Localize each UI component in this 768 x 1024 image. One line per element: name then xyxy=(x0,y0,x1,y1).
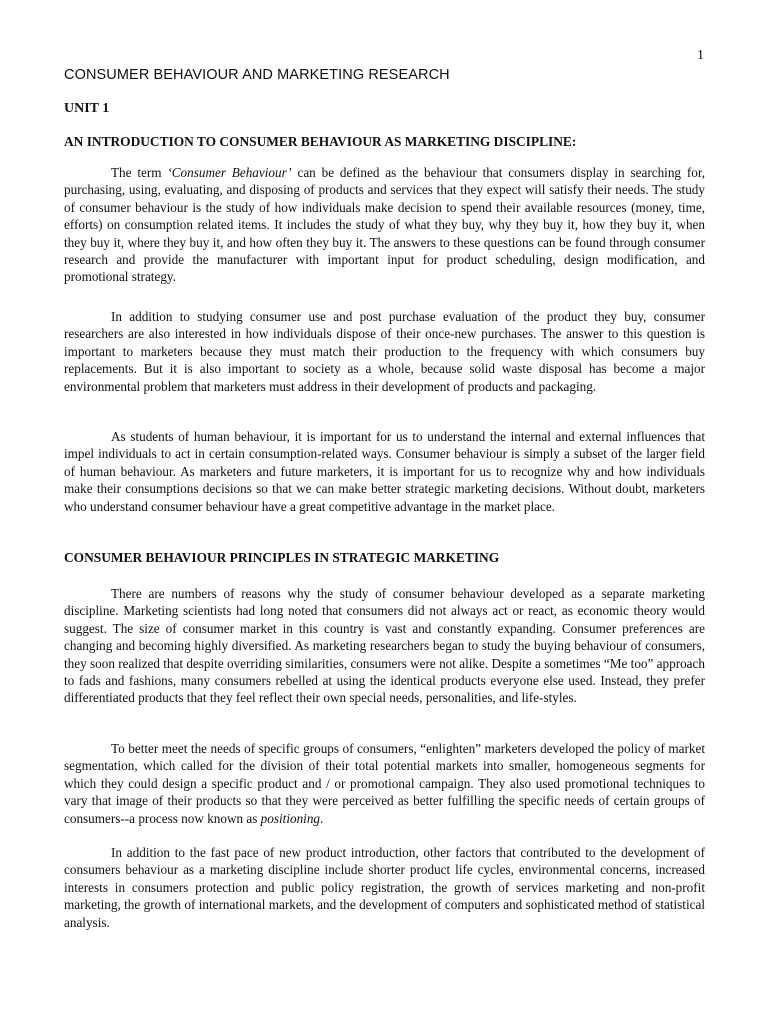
paragraph-6: In addition to the fast pace of new product introduction, other factors that contributed to the development of consumers behaviour as a marketing discipline include shorter product life cycles, environmental concerns, increased interests in consumers protection and public policy registration, the growth of services marketing and non-profit marketing, the growth of international markets, and the development of computers and sophisticated method of statistical analysis. xyxy=(64,845,705,930)
paragraph-1-rest: can be defined as the behaviour that consumers display in searching for, purchasing, using, evaluating, and disposing of products and services that they expect will satisfy their needs. The study of consumer behaviour is the study of how individuals make decision to spend their available resources (money, time, efforts) on consumption related items. It includes the study of what they buy, why they buy it, how they buy it, when they buy it, where they buy it, and how often they buy it. The answers to these questions can be found through consumer research and provide the manufacturer with important input for product scheduling, design modification, and promotional strategy. xyxy=(64,165,705,285)
term-positioning: positioning xyxy=(260,810,321,826)
paragraph-3: As students of human behaviour, it is important for us to understand the internal and external influences that impel individuals to act in certain consumption-related ways. Consumer behaviour is simply a subset of the larger field of human behaviour. As marketers and future marketers, it is important for us to recognize why and how individuals make their consumptions decisions so that we can make better strategic marketing decisions. Without doubt, marketers who understand consumer behaviour have a great competitive advantage in the market place. xyxy=(64,429,705,514)
unit-heading: UNIT 1 xyxy=(64,101,110,116)
section-heading-principles: CONSUMER BEHAVIOUR PRINCIPLES IN STRATEGIC MARKETING xyxy=(64,550,500,565)
paragraph-5 xyxy=(64,740,705,827)
paragraph-4: There are numbers of reasons why the study of consumer behaviour developed as a separate marketing discipline. Marketing scientists had long noted that consumers did not always act or react, as economic theory would suggest. The size of consumer market in this country is vast and constantly expanding. Consumer preferences are changing and becoming highly diversified. As marketing researchers began to study the buying behaviour of consumers, they soon realized that despite overriding similarities, consumers were not alike. Despite a sometimes “Me too” approach to fads and fashions, many consumers rebelled at using the identical products everyone else used. Instead, they prefer differentiated products that they feel reflect their own special needs, personalities, and life-styles. xyxy=(64,586,705,706)
paragraph-5-text: To better meet the needs of specific groups of consumers, “enlighten” marketers developed the policy of market segmentation, which called for the division of their total potential markets into smaller, homogeneous segments for which they could design a specific product and / or promotional campaign. They also used promotional techniques to vary that image of their products so that they were perceived as better fulfilling the specific needs of certain groups of consumers--a process now known as xyxy=(64,741,705,826)
paragraph-5-end: . xyxy=(320,810,324,826)
paragraph-1 xyxy=(64,164,705,286)
page-number: 1 xyxy=(697,48,704,63)
paragraph-2: In addition to studying consumer use and post purchase evaluation of the product they buy, consumer researchers are also interested in how individuals dispose of their once-new purchases. The answer to this question is important to marketers because they must match their production to the frequency with which consumers buy replacements. But it is also important to society as a whole, because solid waste disposal has become a major environmental problem that marketers must address in their development of products and packaging. xyxy=(64,309,705,394)
term-consumer-behaviour: ‘Consumer Behaviour’ xyxy=(167,165,292,180)
document-title: CONSUMER BEHAVIOUR AND MARKETING RESEARCH xyxy=(64,67,450,83)
section-heading-introduction: AN INTRODUCTION TO CONSUMER BEHAVIOUR AS MARKETING DISCIPLINE: xyxy=(64,134,577,149)
paragraph-1-lead: The term xyxy=(111,165,168,180)
